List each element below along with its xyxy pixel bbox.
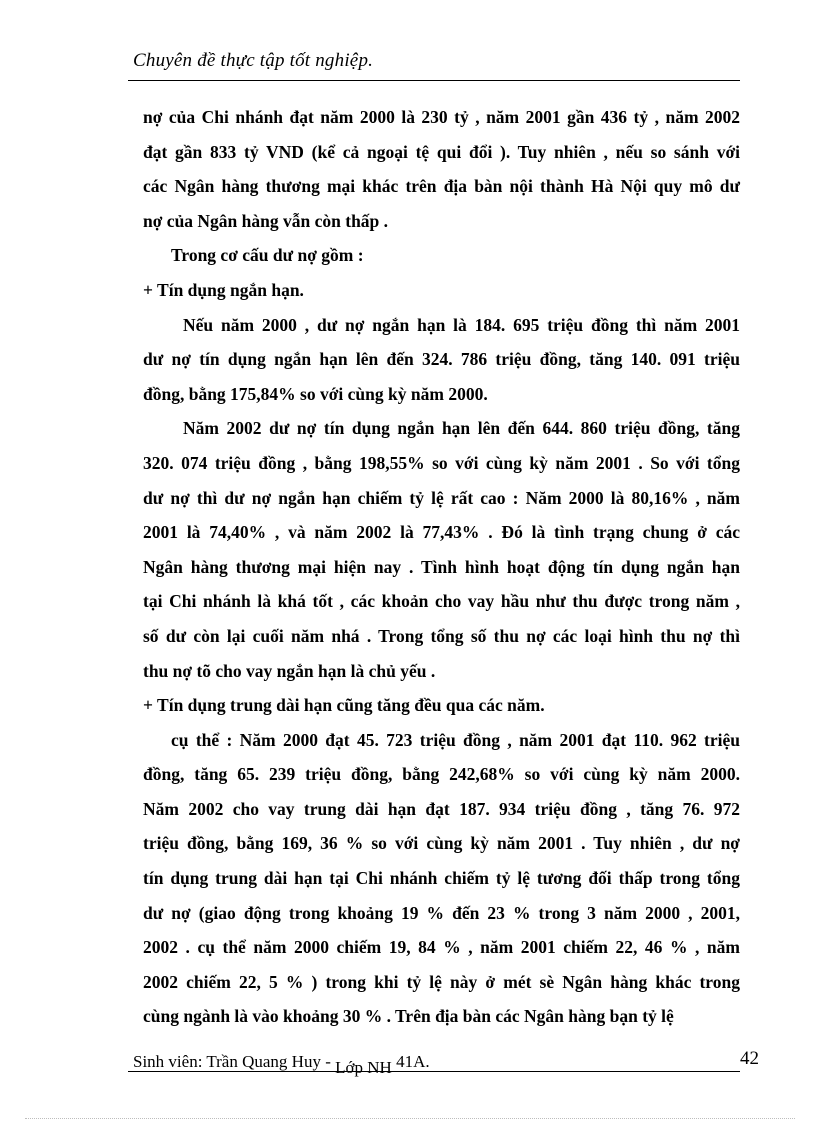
header-title: Chuyên đề thực tập tốt nghiệp.: [133, 50, 374, 71]
text-line: Ngân hàng thương mại hiện nay . Tình hình hoạt động tín dụng ngắn hạn: [143, 556, 740, 577]
text-line: tại Chi nhánh là khá tốt , các khoản cho vay hầu như thu được trong năm ,: [143, 591, 740, 612]
text-line: tín dụng trung dài hạn tại Chi nhánh chiếm tỷ lệ tương đối thấp trong tổng: [143, 868, 740, 889]
text-line: triệu đồng, bằng 169, 36 % so với cùng kỳ năm 2001 . Tuy nhiên , dư nợ: [143, 833, 740, 854]
text-line: đồng, tăng 65. 239 triệu đồng, bằng 242,68% so với cùng kỳ năm 2000.: [143, 764, 740, 785]
text-line: Nếu năm 2000 , dư nợ ngắn hạn là 184. 695 triệu đồng thì năm 2001: [183, 314, 740, 335]
footer-author: [133, 1052, 430, 1077]
text-line: + Tín dụng ngắn hạn.: [143, 279, 304, 300]
footer-class: Lớp NH: [335, 1058, 392, 1077]
footer-class-number: 41A.: [396, 1052, 430, 1071]
text-line: 2002 . cụ thể năm 2000 chiếm 19, 84 % , năm 2001 chiếm 22, 46 % , năm: [143, 937, 740, 958]
text-line: đạt gần 833 tỷ VND (kể cả ngoại tệ qui đổi ). Tuy nhiên , nếu so sánh với: [143, 141, 740, 162]
page-number: 42: [740, 1048, 759, 1069]
text-line: dư nợ (giao động trong khoảng 19 % đến 23 % trong 3 năm 2000 , 2001,: [143, 902, 740, 923]
document-body: [143, 100, 740, 1034]
text-line: cụ thể : Năm 2000 đạt 45. 723 triệu đồng , năm 2001 đạt 110. 962 triệu: [171, 729, 740, 750]
text-line: 2001 là 74,40% , và năm 2002 là 77,43% . Đó là tình trạng chung ở các: [143, 522, 740, 543]
footer-student: Sinh viên: Trần Quang Huy -: [133, 1052, 336, 1071]
text-line: cùng ngành là vào khoảng 30 % . Trên địa bàn các Ngân hàng bạn tỷ lệ: [143, 1006, 674, 1027]
text-line: 320. 074 triệu đồng , bằng 198,55% so với cùng kỳ năm 2001 . So với tổng: [143, 452, 740, 473]
text-line: số dư còn lại cuối năm nhá . Trong tổng số thu nợ các loại hình thu nợ thì: [143, 625, 740, 646]
text-line: 2002 chiếm 22, 5 % ) trong khi tỷ lệ này ở mét sè Ngân hàng khác trong: [143, 971, 740, 992]
text-line: các Ngân hàng thương mại khác trên địa bàn nội thành Hà Nội quy mô dư: [143, 176, 740, 197]
page-bottom-border: [25, 1118, 795, 1119]
text-line: dư nợ thì dư nợ ngắn hạn chiếm tỷ lệ rất cao : Năm 2000 là 80,16% , năm: [143, 487, 740, 508]
text-line: Năm 2002 cho vay trung dài hạn đạt 187. 934 triệu đồng , tăng 76. 972: [143, 798, 740, 819]
header-divider: [128, 80, 740, 81]
text-line: + Tín dụng trung dài hạn cũng tăng đều qua các năm.: [143, 695, 545, 716]
text-line: dư nợ tín dụng ngắn hạn lên đến 324. 786 triệu đồng, tăng 140. 091 triệu: [143, 349, 740, 370]
footer-divider: [128, 1071, 740, 1072]
text-line: Trong cơ cấu dư nợ gồm :: [171, 245, 364, 266]
text-line: đồng, bằng 175,84% so với cùng kỳ năm 2000.: [143, 383, 488, 404]
text-line: nợ của Chi nhánh đạt năm 2000 là 230 tỷ , năm 2001 gần 436 tỷ , năm 2002: [143, 107, 740, 127]
text-line: Năm 2002 dư nợ tín dụng ngắn hạn lên đến 644. 860 triệu đồng, tăng: [183, 418, 740, 439]
text-line: thu nợ tõ cho vay ngắn hạn là chủ yếu .: [143, 660, 436, 681]
text-line: nợ của Ngân hàng vẫn còn thấp .: [143, 210, 389, 231]
